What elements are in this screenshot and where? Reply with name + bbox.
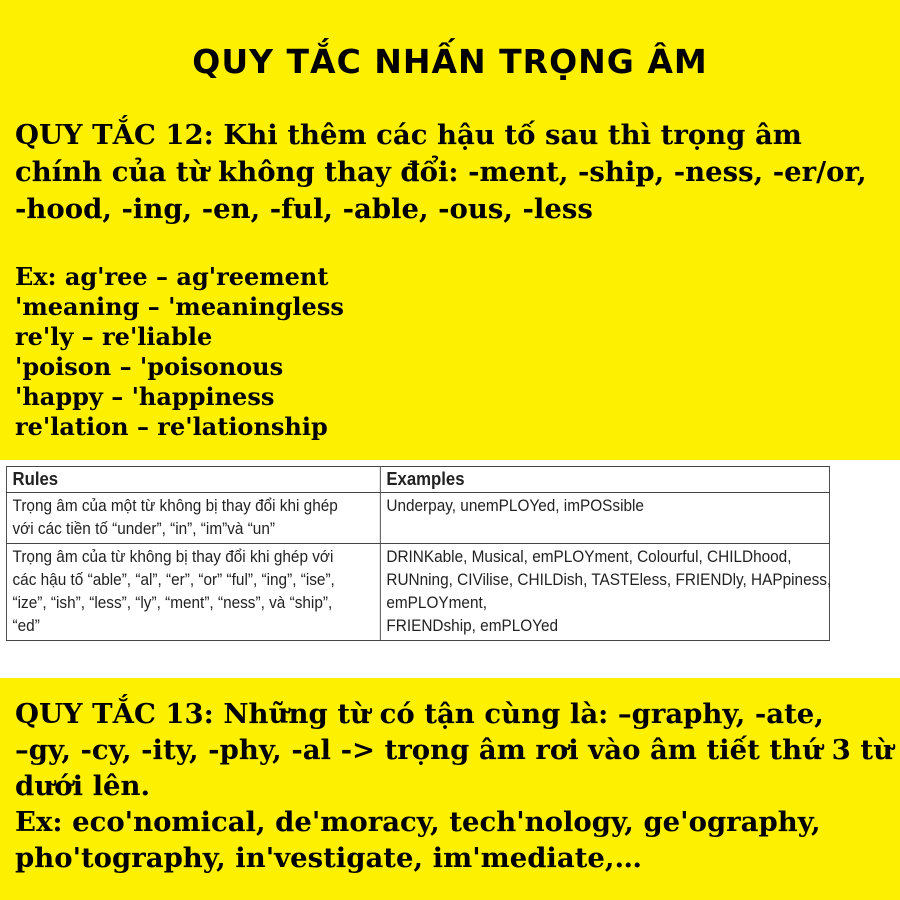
rule-13-line: dưới lên. <box>15 770 151 802</box>
table-row <box>6 493 829 544</box>
rule-cell <box>6 544 380 641</box>
examples-cell-line: RUNning, CIVilise, CHILDish, TASTEless, FRIENDly, HAPpiness, <box>386 571 832 589</box>
rule-12-line: QUY TẮC 12: Khi thêm các hậu tố sau thì trọng âm <box>15 119 802 151</box>
example-line: 'happy – 'happiness <box>15 382 275 411</box>
rule-cell <box>6 493 380 544</box>
rule-12-line: -hood, -ing, -en, -ful, -able, -ous, -less <box>15 193 593 225</box>
examples-cell <box>380 544 832 641</box>
rule-12-line: chính của từ không thay đổi: -ment, -ship, -ness, -er/or, <box>15 156 867 188</box>
page-title: QUY TẮC NHẤN TRỌNG ÂM <box>192 42 708 81</box>
example-line: re'lation – re'lationship <box>15 412 328 441</box>
example-line: re'ly – re'liable <box>15 322 213 351</box>
rule-12-text <box>15 117 895 228</box>
examples-cell-line: Underpay, unemPLOYed, imPOSsible <box>386 497 644 515</box>
column-header-rules: Rules <box>6 467 380 493</box>
examples-cell <box>380 493 829 544</box>
rule-13-line: Ex: eco'nomical, de'moracy, tech'nology, ge'ography, <box>15 806 821 838</box>
rules-table <box>6 466 830 641</box>
rule-cell-line: Trọng âm của từ không bị thay đổi khi ghép với <box>12 548 334 566</box>
rule-cell-line: với các tiền tố “under”, “in”, “im”và “un” <box>12 520 275 538</box>
rule-cell-line: “ed” <box>12 617 40 635</box>
rules-table-panel <box>0 460 900 678</box>
rule-cell-line: “ize”, “ish”, “less”, “ly”, “ment”, “ness”, và “ship”, <box>12 594 333 612</box>
table-row <box>6 544 829 641</box>
rule-13-line: QUY TẮC 13: Những từ có tận cùng là: –graphy, -ate, <box>15 698 824 730</box>
column-header-examples: Examples <box>380 467 829 493</box>
rule-12-examples <box>15 262 715 442</box>
table-header-row <box>6 467 829 493</box>
example-line: 'meaning – 'meaningless <box>15 292 344 321</box>
examples-cell-line: emPLOYment, <box>386 594 488 612</box>
example-line: 'poison – 'poisonous <box>15 352 284 381</box>
example-line: Ex: ag'ree – ag'reement <box>15 262 329 291</box>
rule-cell-line: Trọng âm của một từ không bị thay đổi khi ghép <box>12 497 338 515</box>
rule-cell-line: các hậu tố “able”, “al”, “er”, “or” “ful”, “ing”, “ise”, <box>12 571 335 589</box>
rule-13-line: –gy, -cy, -ity, -phy, -al -> trọng âm rơi vào âm tiết thứ 3 từ <box>15 734 894 766</box>
examples-cell-line: DRINKable, Musical, emPLOYment, Colourful, CHILDhood, <box>386 548 792 566</box>
examples-cell-line: FRIENDship, emPLOYed <box>386 617 559 635</box>
rule-13-text <box>15 696 900 876</box>
rule-13-line: pho'tography, in'vestigate, im'mediate,… <box>15 842 642 874</box>
